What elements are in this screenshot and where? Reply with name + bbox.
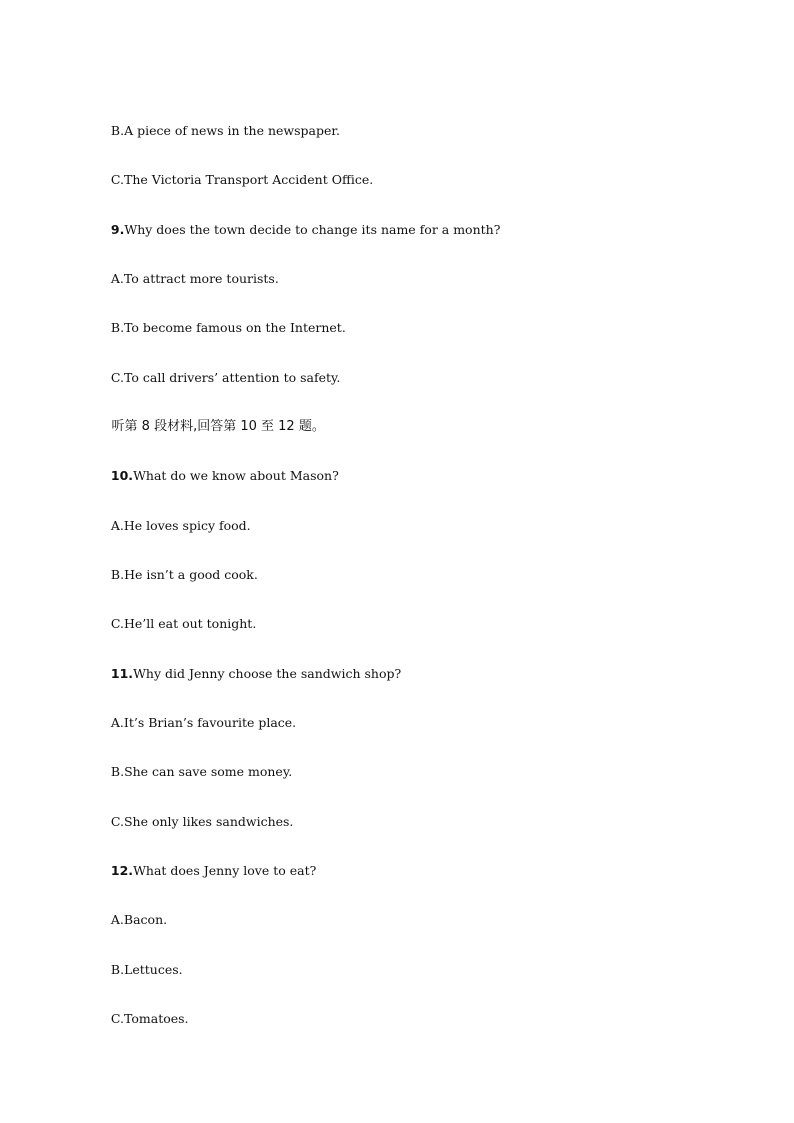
question-12 (95, 847, 316, 895)
option-12a (95, 896, 167, 944)
option-9c (95, 354, 340, 402)
option-text: A.Bacon. (110, 912, 168, 927)
option-8c (95, 156, 373, 204)
option-9b (95, 304, 346, 352)
option-text: B.She can save some money. (110, 764, 293, 779)
option-text: C.To call drivers’ attention to safety. (110, 370, 341, 385)
option-text: B.Lettuces. (110, 962, 183, 977)
question-number: 10. (110, 468, 134, 483)
option-text: A.To attract more tourists. (110, 271, 279, 286)
option-text: B.A piece of news in the newspaper. (110, 123, 340, 138)
option-text: C.He’ll eat out tonight. (110, 616, 257, 631)
option-11c (95, 798, 293, 846)
question-11 (95, 650, 401, 698)
question-text: What do we know about Mason? (133, 468, 339, 483)
question-text: Why did Jenny choose the sandwich shop? (133, 666, 402, 681)
option-text: A.He loves spicy food. (110, 518, 251, 533)
option-10c (95, 600, 256, 648)
question-text: What does Jenny love to eat? (133, 863, 317, 878)
option-text: A.It’s Brian’s favourite place. (110, 715, 297, 730)
option-text: C.Tomatoes. (110, 1011, 189, 1026)
option-10a (95, 502, 251, 550)
option-text: B.He isn’t a good cook. (110, 567, 258, 582)
option-text: C.She only likes sandwiches. (110, 814, 294, 829)
option-12c (95, 995, 189, 1043)
option-text: C.The Victoria Transport Accident Office. (110, 172, 374, 187)
option-12b (95, 946, 183, 994)
question-text: Why does the town decide to change its name for a month? (124, 222, 501, 237)
question-number: 11. (110, 666, 134, 681)
option-11b (95, 748, 292, 796)
section-instruction (95, 403, 325, 451)
option-8b (95, 107, 340, 155)
option-11a (95, 699, 296, 747)
option-text: B.To become famous on the Internet. (110, 320, 346, 335)
question-number: 9. (110, 222, 125, 237)
question-number: 12. (110, 863, 134, 878)
instruction-text: 听第 8 段材料,回答第 10 至 12 题。 (111, 419, 325, 434)
question-9 (95, 206, 500, 254)
question-10 (95, 452, 339, 500)
option-10b (95, 551, 258, 599)
option-9a (95, 255, 279, 303)
